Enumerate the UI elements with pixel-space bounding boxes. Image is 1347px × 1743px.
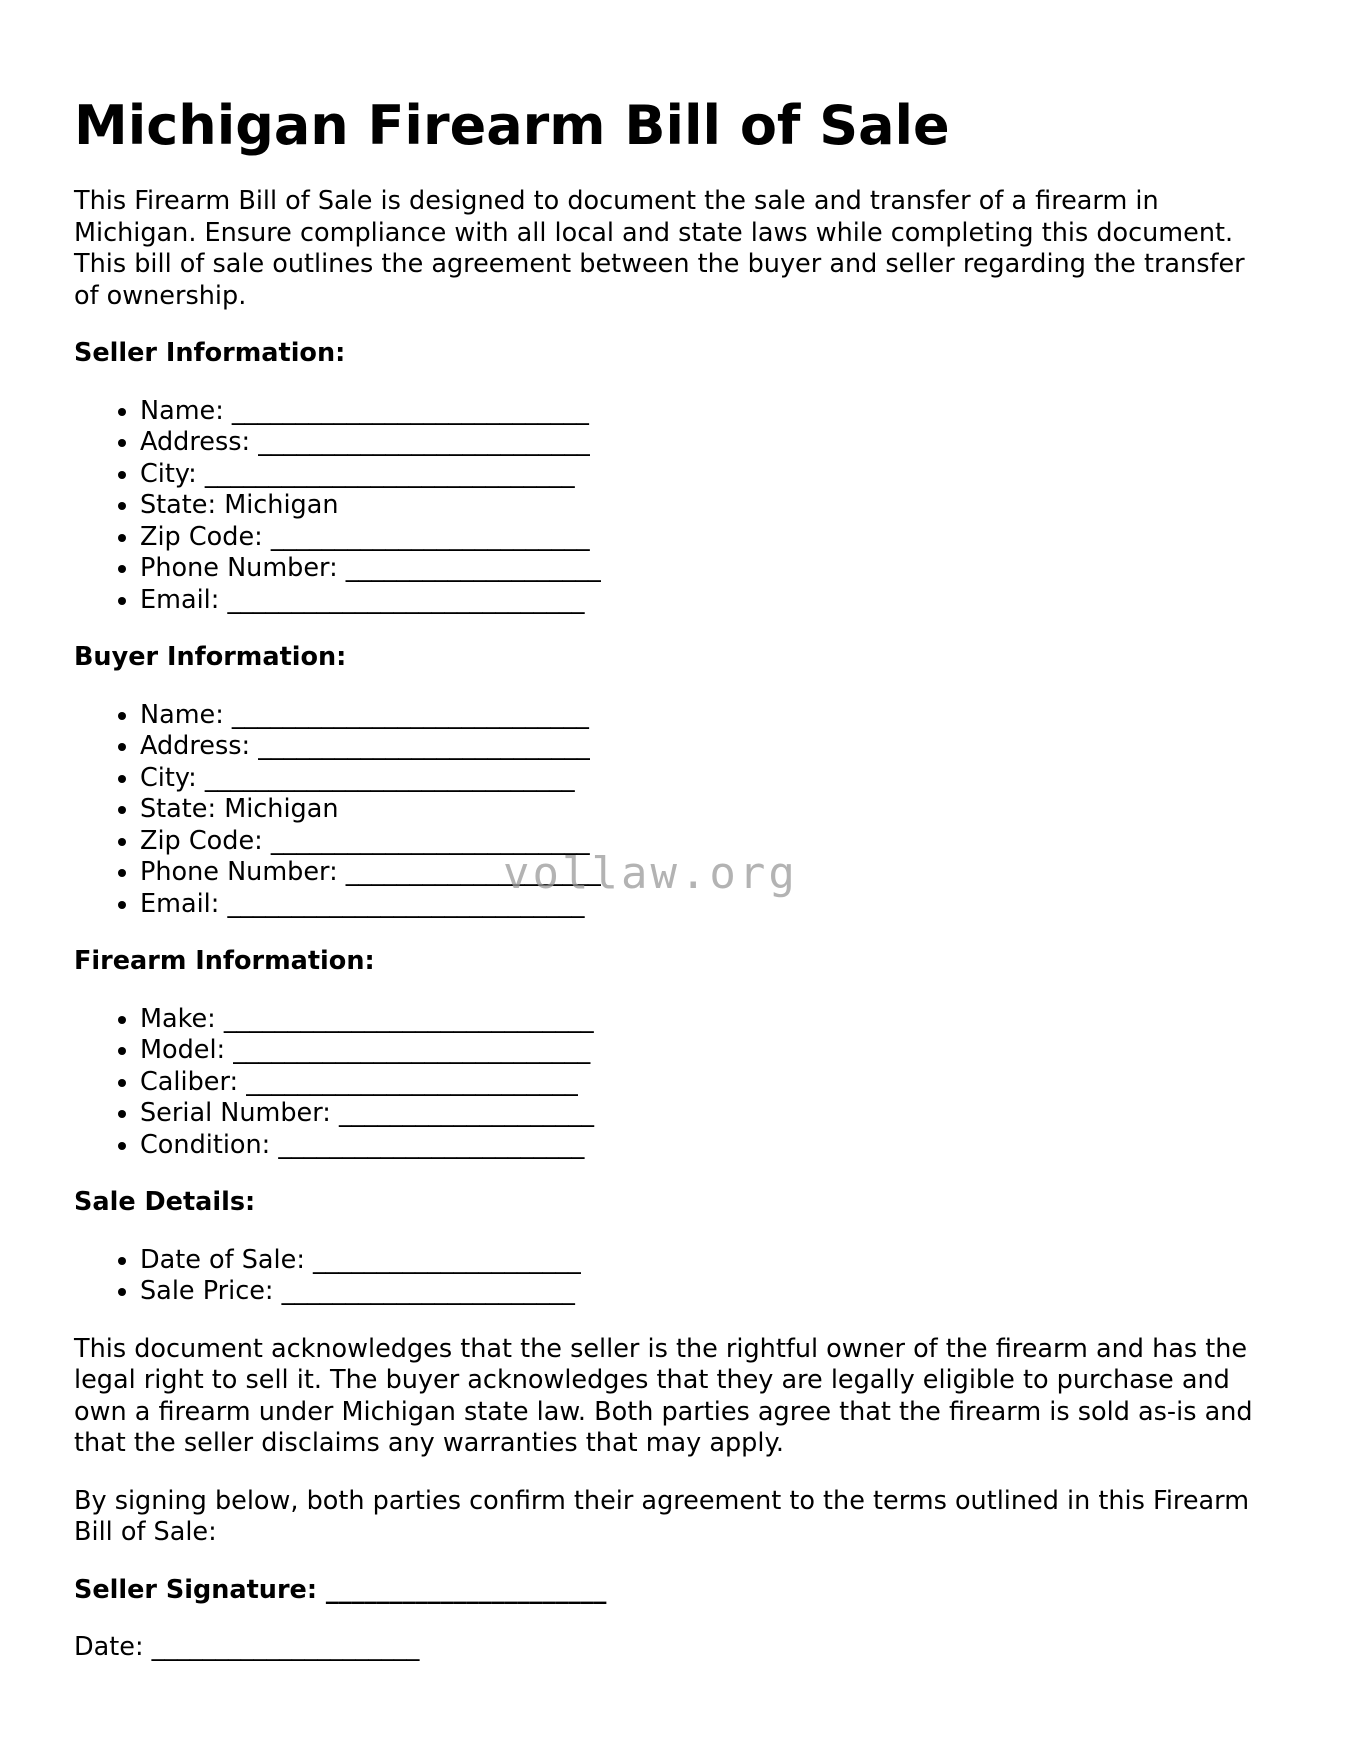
seller-zip-field[interactable]: • Zip Code: _________________________: [140, 522, 1274, 554]
firearm-condition-field[interactable]: • Condition: ________________________: [140, 1130, 1274, 1162]
seller-state-field: • State: Michigan: [140, 490, 1274, 522]
seller-address-field[interactable]: • Address: __________________________: [140, 427, 1274, 459]
agreement-paragraph: By signing below, both parties confirm their agreement to the terms outlined in this Firearm Bill of Sale:: [74, 1485, 1250, 1547]
page-title: Michigan Firearm Bill of Sale: [74, 94, 950, 157]
buyer-section-heading: Buyer Information:: [74, 642, 347, 672]
buyer-zip-field[interactable]: • Zip Code: _________________________: [140, 826, 1274, 858]
signature-date-line[interactable]: Date: _____________________: [74, 1632, 420, 1662]
sale-section-heading: Sale Details:: [74, 1187, 256, 1217]
buyer-email-field[interactable]: • Email: ____________________________: [140, 889, 1274, 921]
firearm-field-list: [74, 1004, 1274, 1162]
seller-section-heading: Seller Information:: [74, 338, 346, 368]
sale-price-field[interactable]: • Sale Price: _______________________: [140, 1276, 1274, 1308]
firearm-make-field[interactable]: • Make: _____________________________: [140, 1004, 1274, 1036]
seller-name-field[interactable]: • Name: ____________________________: [140, 396, 1274, 428]
sale-field-list: [74, 1245, 1274, 1308]
firearm-model-field[interactable]: • Model: ____________________________: [140, 1035, 1274, 1067]
buyer-phone-field[interactable]: • Phone Number: ____________________: [140, 857, 1274, 889]
firearm-serial-field[interactable]: • Serial Number: ____________________: [140, 1098, 1274, 1130]
seller-phone-field[interactable]: • Phone Number: ____________________: [140, 553, 1274, 585]
buyer-name-field[interactable]: • Name: ____________________________: [140, 700, 1274, 732]
seller-field-list: [74, 396, 1274, 617]
buyer-city-field[interactable]: • City: _____________________________: [140, 763, 1274, 795]
seller-signature-line[interactable]: Seller Signature: ______________________: [74, 1574, 607, 1605]
watermark: vollaw.org: [503, 848, 798, 899]
sale-date-field[interactable]: • Date of Sale: _____________________: [140, 1245, 1274, 1277]
firearm-section-heading: Firearm Information:: [74, 946, 375, 976]
firearm-caliber-field[interactable]: • Caliber: __________________________: [140, 1067, 1274, 1099]
buyer-address-field[interactable]: • Address: __________________________: [140, 731, 1274, 763]
buyer-state-field: • State: Michigan: [140, 794, 1274, 826]
intro-paragraph: This Firearm Bill of Sale is designed to document the sale and transfer of a firearm in Michigan. Ensure compliance with all local and state laws while completing this document. This bill of sale outlines the agreement between the buyer and seller regarding the transfer of ownership.: [74, 186, 1245, 311]
seller-email-field[interactable]: • Email: ____________________________: [140, 585, 1274, 617]
acknowledgement-paragraph: This document acknowledges that the seller is the rightful owner of the firearm and has the legal right to sell it. The buyer acknowledges that they are legally eligible to purchase and own a firearm under Michigan state law. Both parties agree that the firearm is sold as-is and that the seller disclaims any warranties that may apply.: [74, 1333, 1253, 1458]
seller-city-field[interactable]: • City: _____________________________: [140, 459, 1274, 491]
